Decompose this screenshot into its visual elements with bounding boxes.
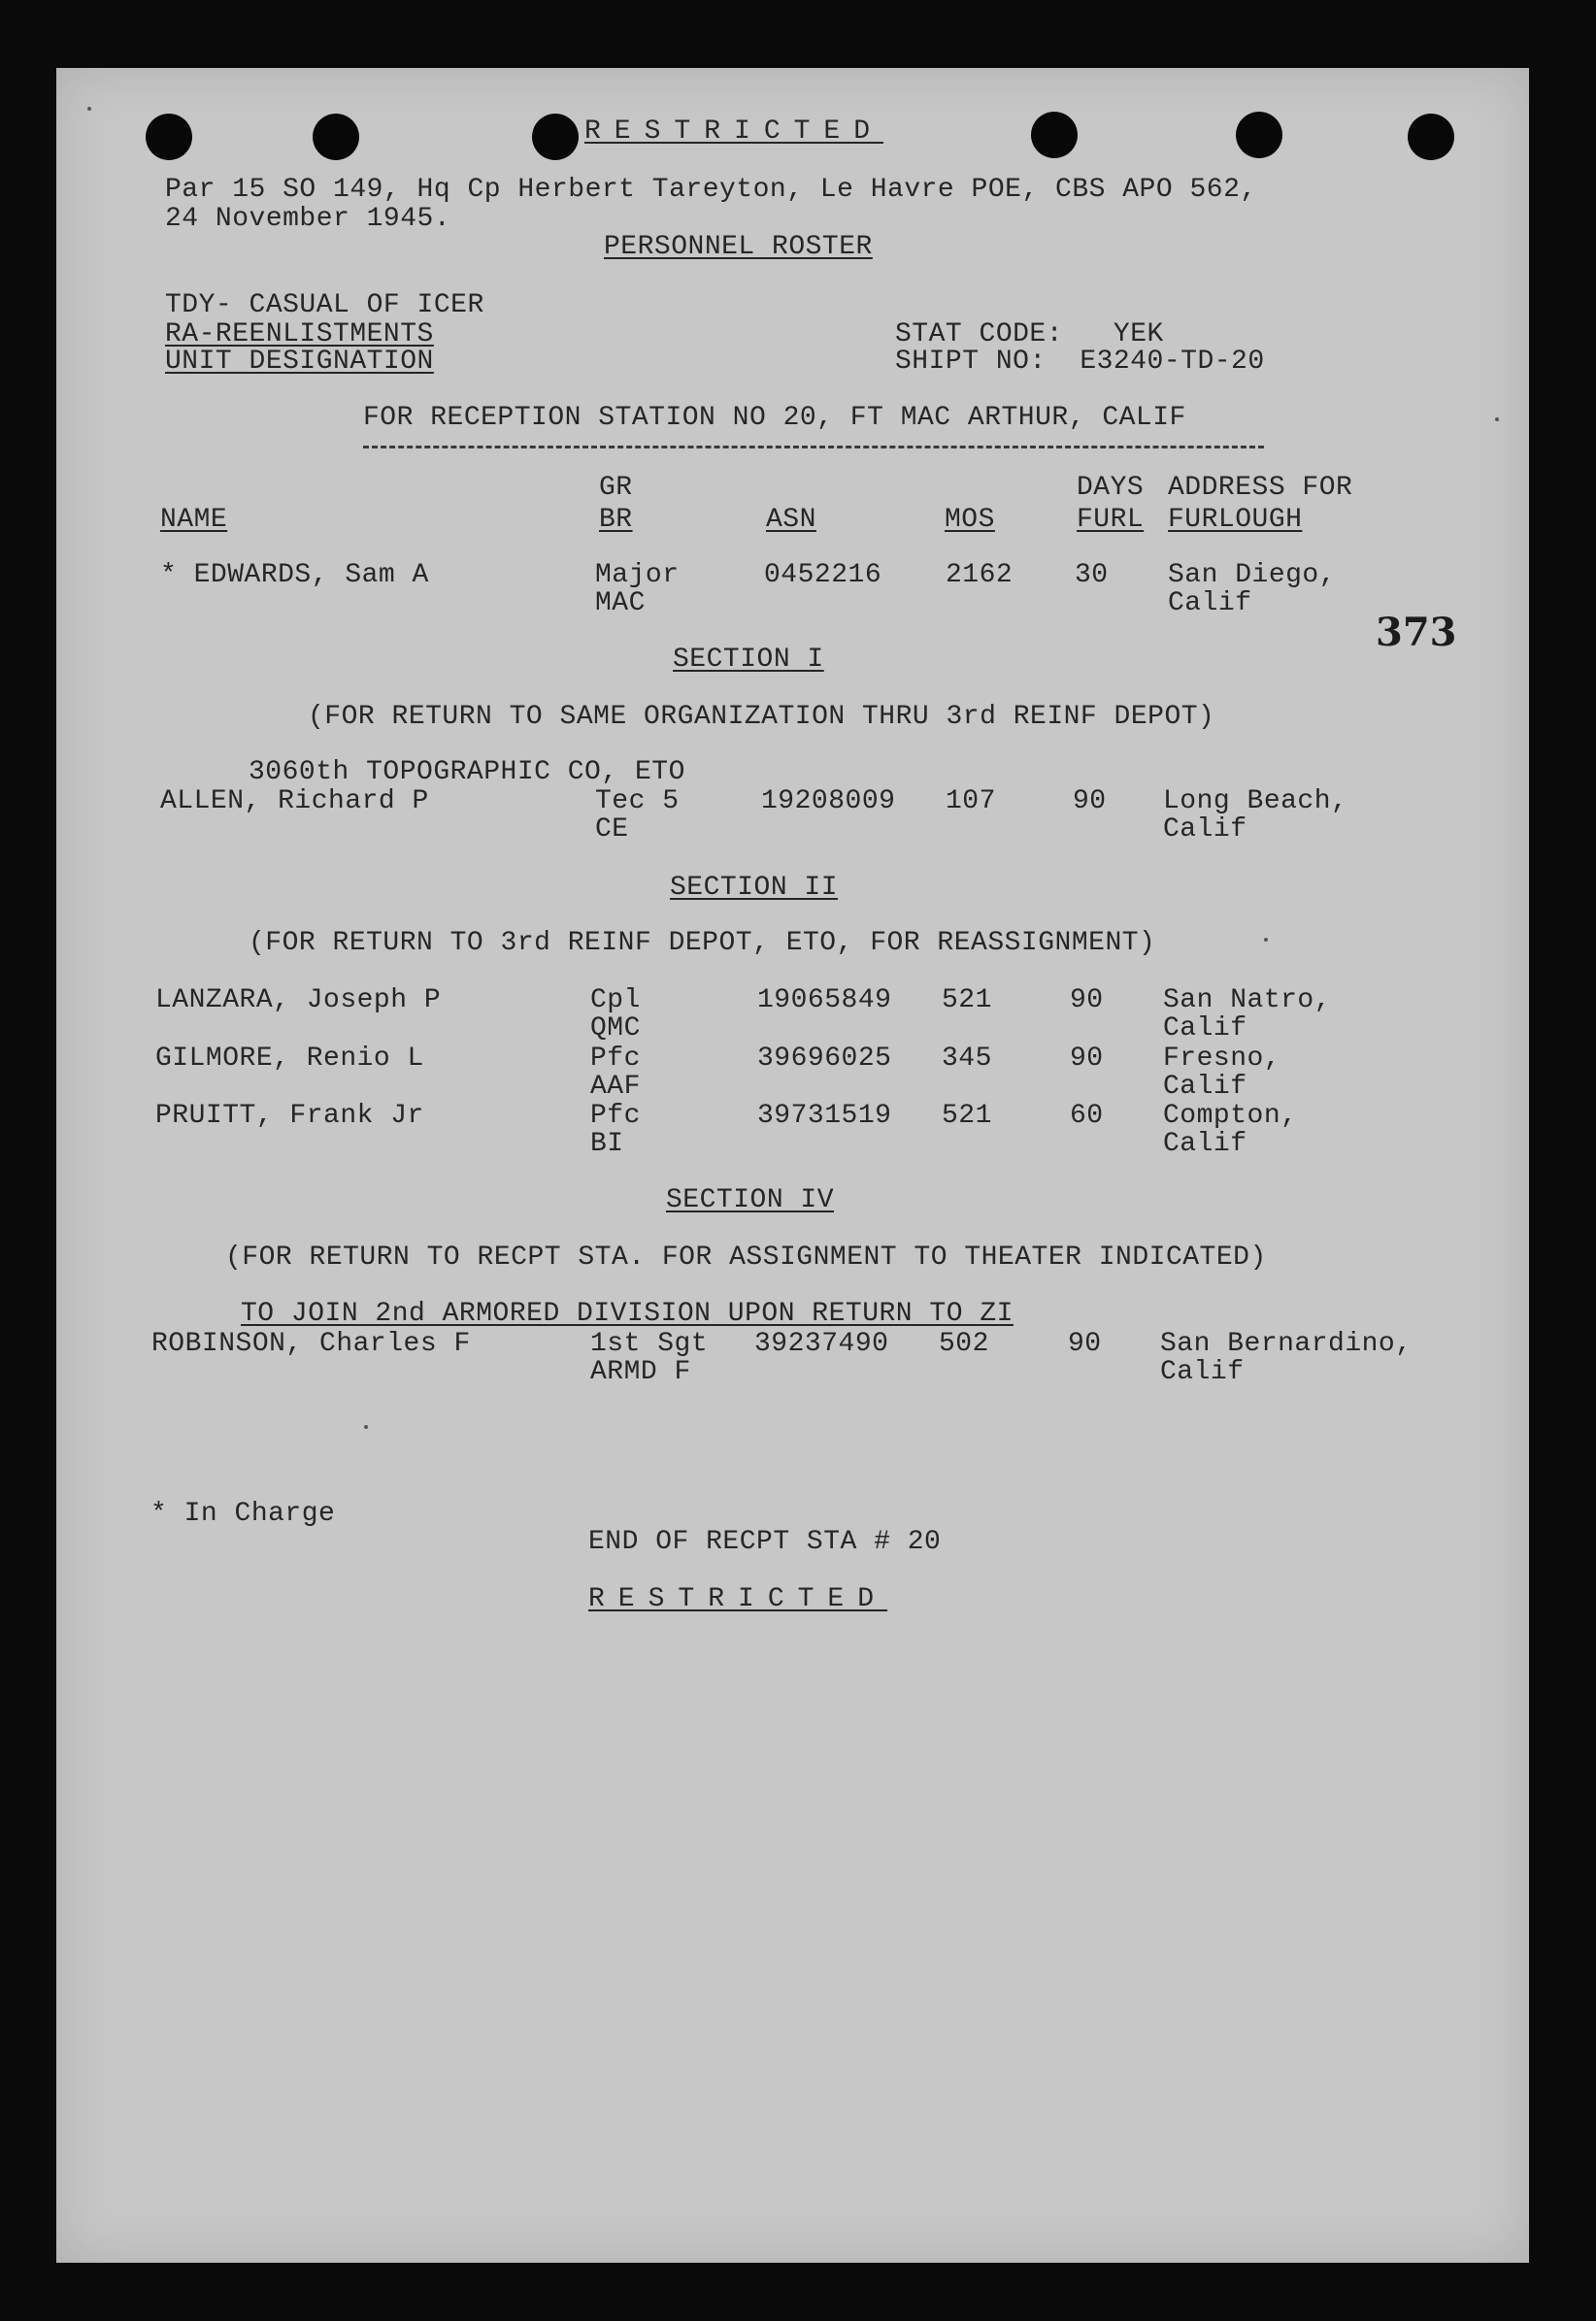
lanzara-grade: Cpl <box>590 985 641 1015</box>
gilmore-asn: 39696025 <box>757 1044 892 1074</box>
paper-speck <box>87 107 91 111</box>
lanzara-address: San Natro, <box>1163 985 1332 1015</box>
order-date: 24 November 1945. <box>165 204 451 234</box>
stat-code: STAT CODE: YEK <box>895 319 1164 349</box>
col-mos: MOS <box>945 505 995 535</box>
pruitt-days: 60 <box>1070 1101 1104 1131</box>
robinson-mos: 502 <box>939 1329 989 1359</box>
robinson-asn: 39237490 <box>754 1329 889 1359</box>
destination-line: FOR RECEPTION STATION NO 20, FT MAC ARTHUR, CALIF <box>363 403 1186 433</box>
pruitt-state: Calif <box>1163 1129 1247 1159</box>
pruitt-name: PRUITT, Frank Jr <box>155 1101 424 1131</box>
allen-address: Long Beach, <box>1163 786 1348 816</box>
officer-asn: 0452216 <box>764 560 882 590</box>
col-branch: BR <box>599 505 633 535</box>
gilmore-branch: AAF <box>590 1072 641 1102</box>
officer-name: * EDWARDS, Sam A <box>160 560 429 590</box>
col-grade: GR <box>599 473 633 503</box>
pruitt-asn: 39731519 <box>757 1101 892 1131</box>
lanzara-name: LANZARA, Joseph P <box>155 985 442 1015</box>
lanzara-days: 90 <box>1070 985 1104 1015</box>
section-1-note: (FOR RETURN TO SAME ORGANIZATION THRU 3rd REINF DEPOT) <box>308 702 1215 732</box>
lanzara-state: Calif <box>1163 1013 1247 1044</box>
category-casual-officer: TDY- CASUAL OF ICER <box>165 290 484 320</box>
paper-speck <box>1495 417 1499 421</box>
page-number: 373 <box>1376 610 1457 655</box>
officer-mos: 2162 <box>946 560 1014 590</box>
section-1-title: SECTION I <box>673 645 824 675</box>
lanzara-asn: 19065849 <box>757 985 892 1015</box>
section-4-note: (FOR RETURN TO RECPT STA. FOR ASSIGNMENT TO THEATER INDICATED) <box>225 1243 1267 1273</box>
paper-speck <box>1264 938 1268 942</box>
col-name: NAME <box>160 505 228 535</box>
officer-state: Calif <box>1168 588 1252 618</box>
document-page <box>56 68 1529 2263</box>
robinson-address: San Bernardino, <box>1160 1329 1413 1359</box>
page-title: PERSONNEL ROSTER <box>604 232 873 262</box>
robinson-name: ROBINSON, Charles F <box>151 1329 471 1359</box>
col-asn: ASN <box>766 505 816 535</box>
order-reference: Par 15 SO 149, Hq Cp Herbert Tareyton, Le Havre POE, CBS APO 562, <box>165 175 1257 205</box>
col-furl: FURL <box>1077 505 1145 535</box>
officer-days: 30 <box>1075 560 1109 590</box>
end-note: END OF RECPT STA # 20 <box>588 1527 942 1557</box>
robinson-grade: 1st Sgt <box>590 1329 709 1359</box>
gilmore-address: Fresno, <box>1163 1044 1281 1074</box>
allen-branch: CE <box>595 814 629 845</box>
allen-grade: Tec 5 <box>595 786 680 816</box>
punch-hole <box>1408 114 1454 160</box>
lanzara-mos: 521 <box>942 985 992 1015</box>
section-2-note: (FOR RETURN TO 3rd REINF DEPOT, ETO, FOR REASSIGNMENT) <box>249 928 1156 958</box>
robinson-state: Calif <box>1160 1357 1245 1387</box>
officer-grade: Major <box>595 560 680 590</box>
footnote-in-charge: * In Charge <box>150 1499 336 1529</box>
allen-days: 90 <box>1073 786 1107 816</box>
pruitt-address: Compton, <box>1163 1101 1298 1131</box>
col-days: DAYS <box>1077 473 1145 503</box>
punch-hole <box>313 114 359 160</box>
allen-mos: 107 <box>946 786 996 816</box>
shipment-number: SHIPT NO: E3240-TD-20 <box>895 347 1265 377</box>
pruitt-grade: Pfc <box>590 1101 641 1131</box>
category-reenlistments: RA-REENLISTMENTS <box>165 319 434 349</box>
classification-bottom: RESTRICTED <box>588 1584 888 1614</box>
lanzara-branch: QMC <box>590 1013 641 1044</box>
gilmore-mos: 345 <box>942 1044 992 1074</box>
punch-hole <box>532 114 579 160</box>
gilmore-state: Calif <box>1163 1072 1247 1102</box>
category-unit-designation: UNIT DESIGNATION <box>165 347 434 377</box>
section-2-title: SECTION II <box>670 873 839 903</box>
allen-state: Calif <box>1163 814 1247 845</box>
pruitt-mos: 521 <box>942 1101 992 1131</box>
gilmore-grade: Pfc <box>590 1044 641 1074</box>
gilmore-name: GILMORE, Renio L <box>155 1044 424 1074</box>
gilmore-days: 90 <box>1070 1044 1104 1074</box>
pruitt-branch: BI <box>590 1129 624 1159</box>
robinson-days: 90 <box>1068 1329 1102 1359</box>
paper-speck <box>364 1425 368 1429</box>
punch-hole <box>1031 112 1078 158</box>
robinson-branch: ARMD F <box>590 1357 691 1387</box>
col-address-for: ADDRESS FOR <box>1168 473 1353 503</box>
officer-address: San Diego, <box>1168 560 1337 590</box>
allen-asn: 19208009 <box>761 786 896 816</box>
col-furlough: FURLOUGH <box>1168 505 1303 535</box>
punch-hole <box>146 114 192 160</box>
destination-dashes <box>363 446 1264 448</box>
section-4-unit: TO JOIN 2nd ARMORED DIVISION UPON RETURN TO ZI <box>241 1299 1014 1329</box>
officer-branch: MAC <box>595 588 646 618</box>
punch-hole <box>1236 112 1282 158</box>
classification-top: RESTRICTED <box>584 116 884 147</box>
allen-name: ALLEN, Richard P <box>160 786 429 816</box>
section-4-title: SECTION IV <box>666 1185 835 1215</box>
section-1-unit: 3060th TOPOGRAPHIC CO, ETO <box>249 757 685 787</box>
